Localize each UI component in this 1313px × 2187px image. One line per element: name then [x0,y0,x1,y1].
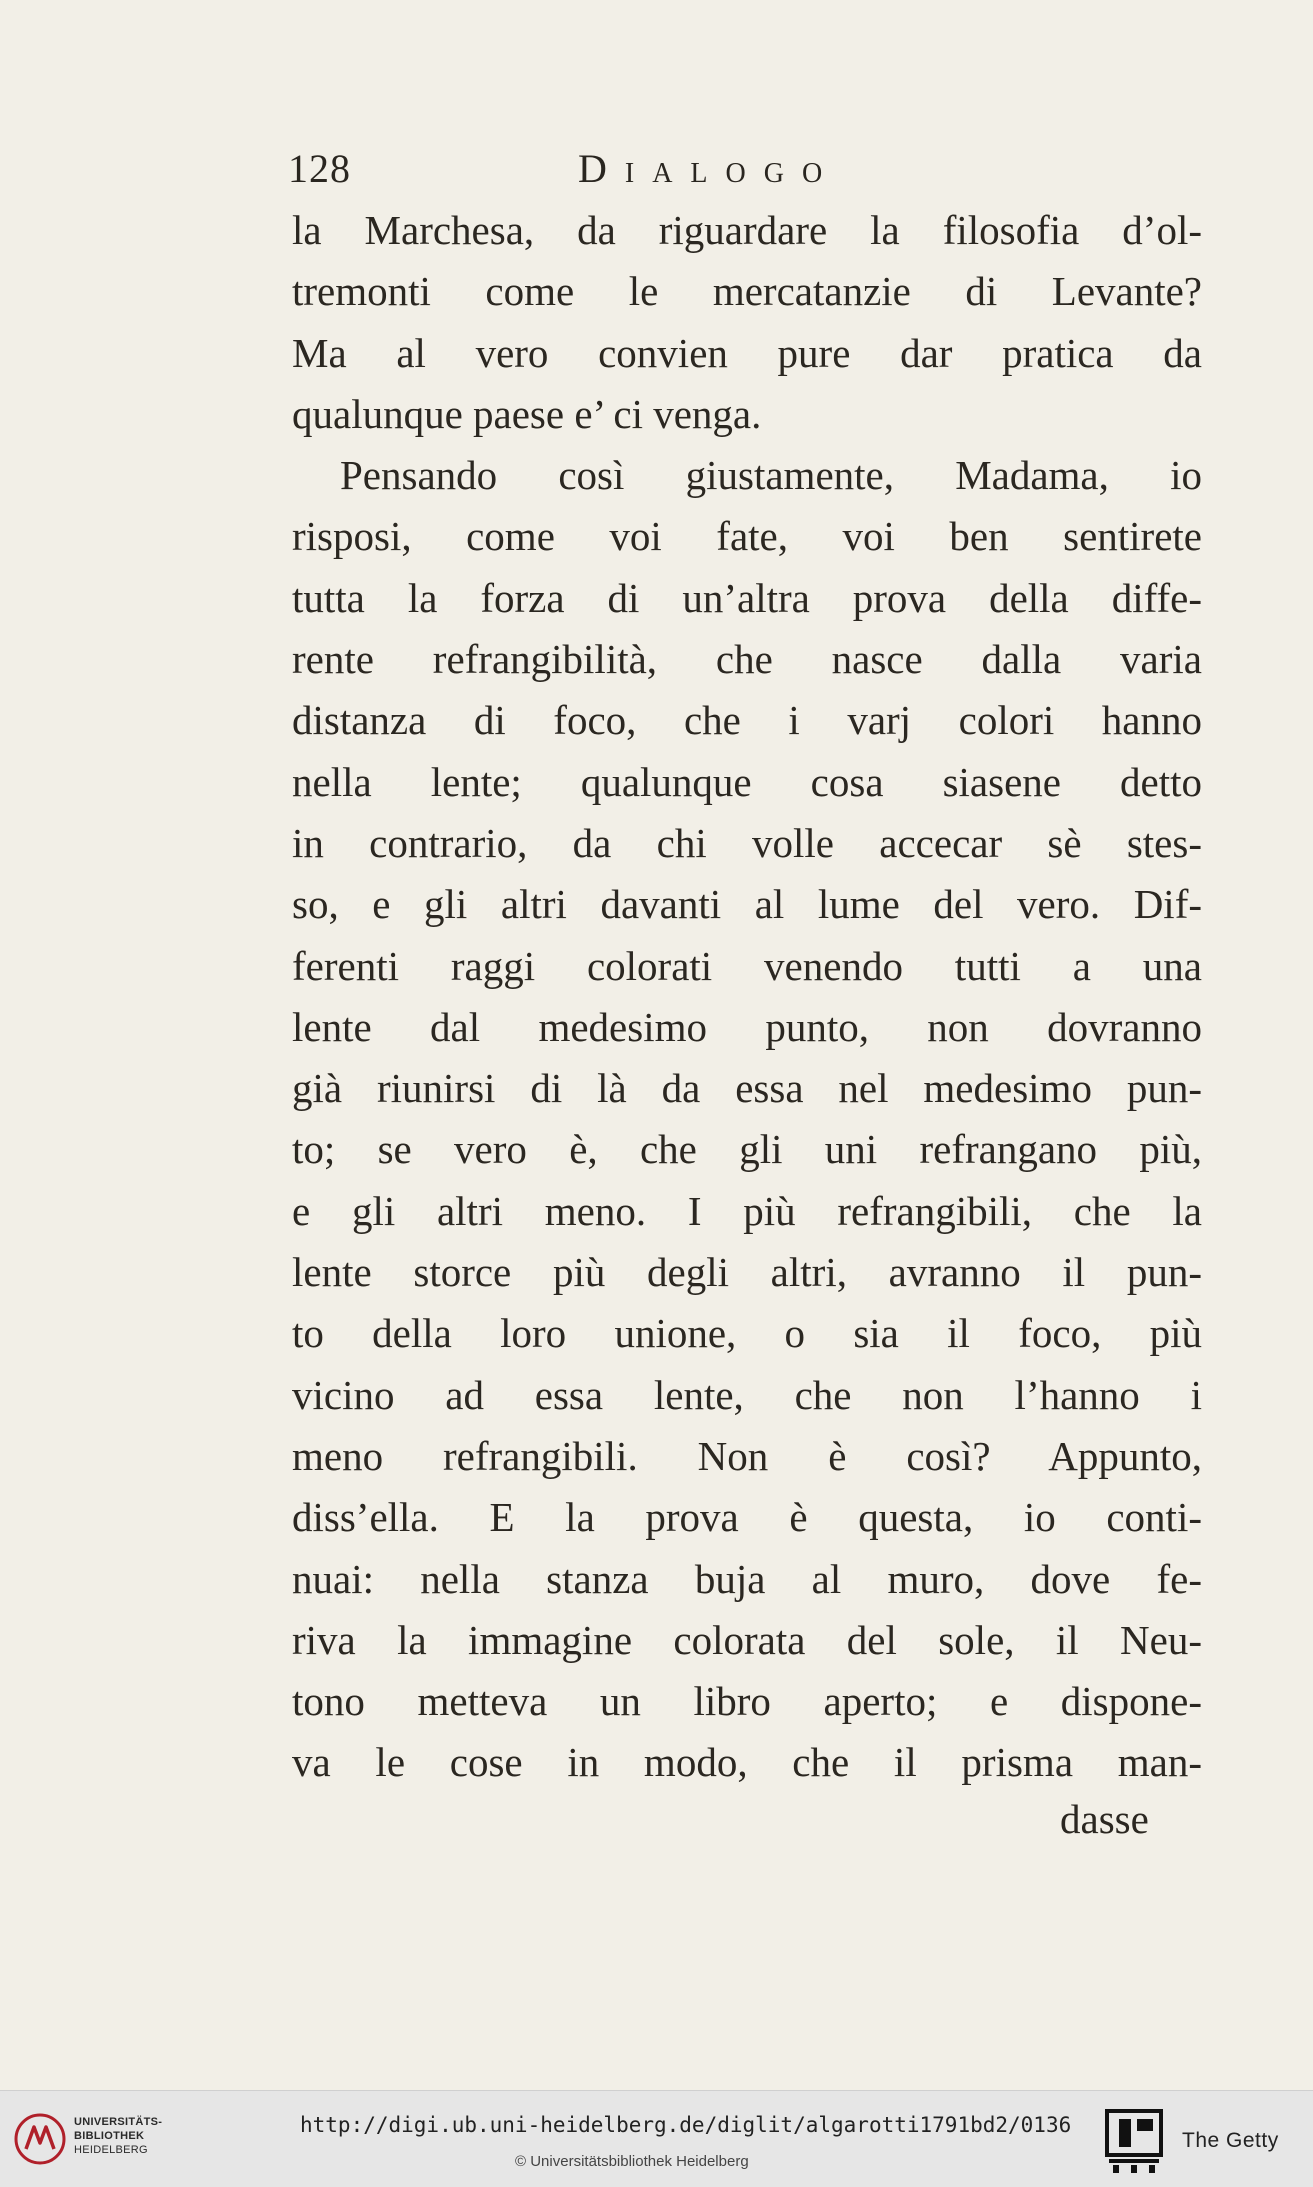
text-line: nella lente; qualunque cosa siasene detto [292,758,1202,805]
text-line: la Marchesa, da riguardare la filosofia d’ol- [292,207,1202,253]
partner-name: The Getty [1182,2129,1279,2152]
catchword: dasse [1060,1796,1149,1842]
text-line: va le cose in modo, che il prisma man- [292,1739,1202,1786]
running-title: Dialogo [578,146,841,191]
text-line: meno refrangibili. Non è così? Appunto, [292,1432,1202,1479]
text-line: rente refrangibilità, che nasce dalla varia [292,636,1202,683]
body-text [292,200,1202,1794]
page-number: 128 [288,146,351,191]
text-line: tono metteva un libro aperto; e dispone- [292,1678,1202,1725]
copyright-notice: © Universitätsbibliothek Heidelberg [515,2153,749,2170]
text-line: diss’ella. E la prova è questa, io conti- [292,1494,1202,1541]
text-line: lente dal medesimo punto, non dovranno [292,1003,1202,1050]
text-line: so, e gli altri davanti al lume del vero. Dif- [292,881,1202,928]
text-line: distanza di foco, che i varj colori hanno [292,697,1202,744]
text-line: Pensando così giustamente, Madama, io [340,452,1202,499]
text-line: in contrario, da chi volle accecar sè stes- [292,819,1202,866]
page-header [288,145,1228,205]
text-line: già riunirsi di là da essa nel medesimo pun- [292,1065,1202,1112]
text-line: lente storce più degli altri, avranno il pun- [292,1249,1202,1296]
university-seal-icon [14,2113,66,2165]
footer-bar [0,2090,1313,2187]
text-line: tutta la forza di un’altra prova della diffe- [292,574,1202,621]
text-line: to della loro unione, o sia il foco, più [292,1310,1202,1357]
text-line: vicino ad essa lente, che non l’hanno i [292,1371,1202,1418]
text-line: risposi, come voi fate, voi ben sentirete [292,513,1202,560]
institution-line: UNIVERSITÄTS- [74,2116,163,2128]
text-line: Ma al vero convien pure dar pratica da [292,329,1202,376]
text-line: tremonti come le mercatanzie di Levante? [292,268,1202,315]
text-line: e gli altri meno. I più refrangibili, che la [292,1187,1202,1234]
text-line: qualunque paese e’ ci venga. [292,390,762,437]
text-line: nuai: nella stanza buja al muro, dove fe- [292,1555,1202,1602]
getty-logo-icon [1105,2109,1163,2173]
institution-line: HEIDELBERG [74,2144,148,2156]
institution-line: BIBLIOTHEK [74,2130,145,2142]
permalink-url[interactable]: http://digi.ub.uni-heidelberg.de/diglit/algarotti1791bd2/0136 [300,2113,1072,2137]
text-line: ferenti raggi colorati venendo tutti a una [292,942,1202,989]
text-line: riva la immagine colorata del sole, il Neu- [292,1616,1202,1663]
institution-name [74,2115,162,2157]
text-line: to; se vero è, che gli uni refrangano più, [292,1126,1202,1173]
